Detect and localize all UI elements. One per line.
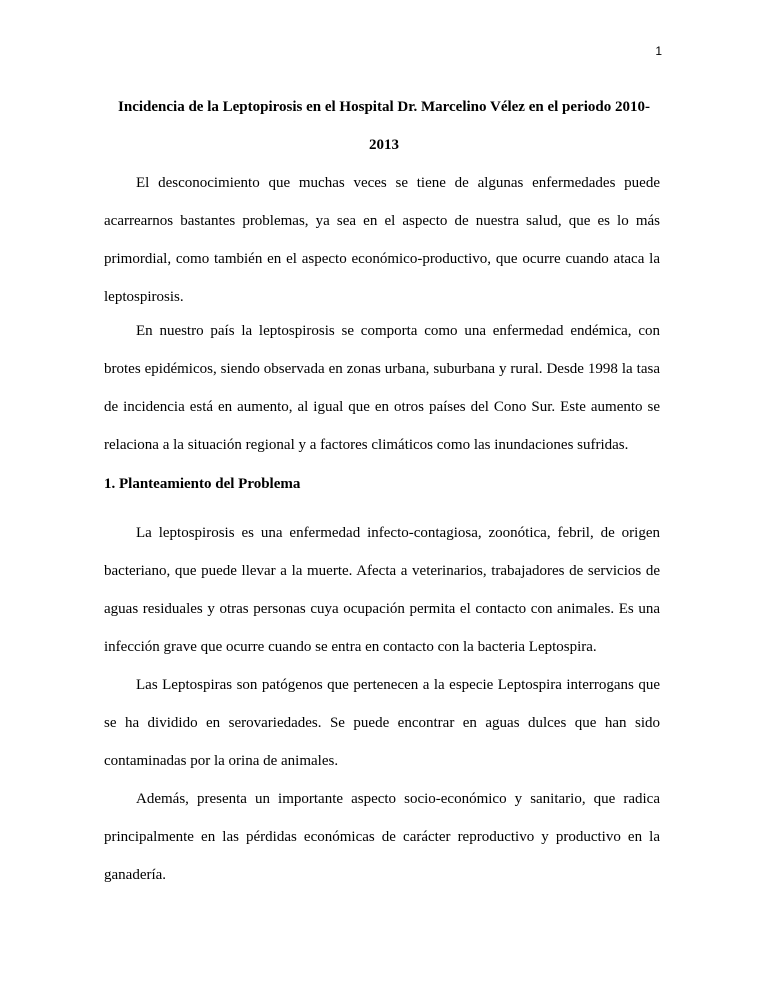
section-heading: 1. Planteamiento del Problema [104, 476, 301, 492]
section-paragraph: Además, presenta un importante aspecto socio-económico y sanitario, que radica principalmente en las pérdidas económicas de carácter reproductivo y productivo en la ganadería. [104, 791, 660, 883]
document-title: Incidencia de la Leptopirosis en el Hospital Dr. Marcelino Vélez en el periodo 2010-2013 [118, 99, 650, 153]
intro-paragraph: En nuestro país la leptospirosis se comporta como una enfermedad endémica, con brotes epidémicos, siendo observada en zonas urbana, suburbana y rural. Desde 1998 la tasa de incidencia está en aumento, al igual que en otros países del Cono Sur. Este aumento se relaciona a la situación regional y a factores climáticos como las inundaciones sufridas. [104, 323, 660, 453]
section-paragraph: La leptospirosis es una enfermedad infecto-contagiosa, zoonótica, febril, de origen bacteriano, que puede llevar a la muerte. Afecta a veterinarios, trabajadores de servicios de aguas residuales y otras personas cuya ocupación permita el contacto con animales. Es una infección grave que ocurre cuando se entra en contacto con la bacteria Leptospira. [104, 525, 660, 655]
intro-paragraph-2-block [104, 312, 660, 464]
section-paragraph: Las Leptospiras son patógenos que pertenecen a la especie Leptospira interrogans que se ha dividido en serovariedades. Se puede encontrar en aguas dulces que han sido contaminadas por la orina de animales. [104, 677, 660, 769]
page-number: 1 [655, 44, 662, 58]
section-body [104, 514, 660, 894]
intro-paragraph: El desconocimiento que muchas veces se tiene de algunas enfermedades puede acarrearnos bastantes problemas, ya sea en el aspecto de nuestra salud, que es lo más primordial, como también en el aspecto económico-productivo, que ocurre cuando ataca la leptospirosis. [104, 175, 660, 305]
intro-paragraph-1-block [104, 164, 660, 316]
